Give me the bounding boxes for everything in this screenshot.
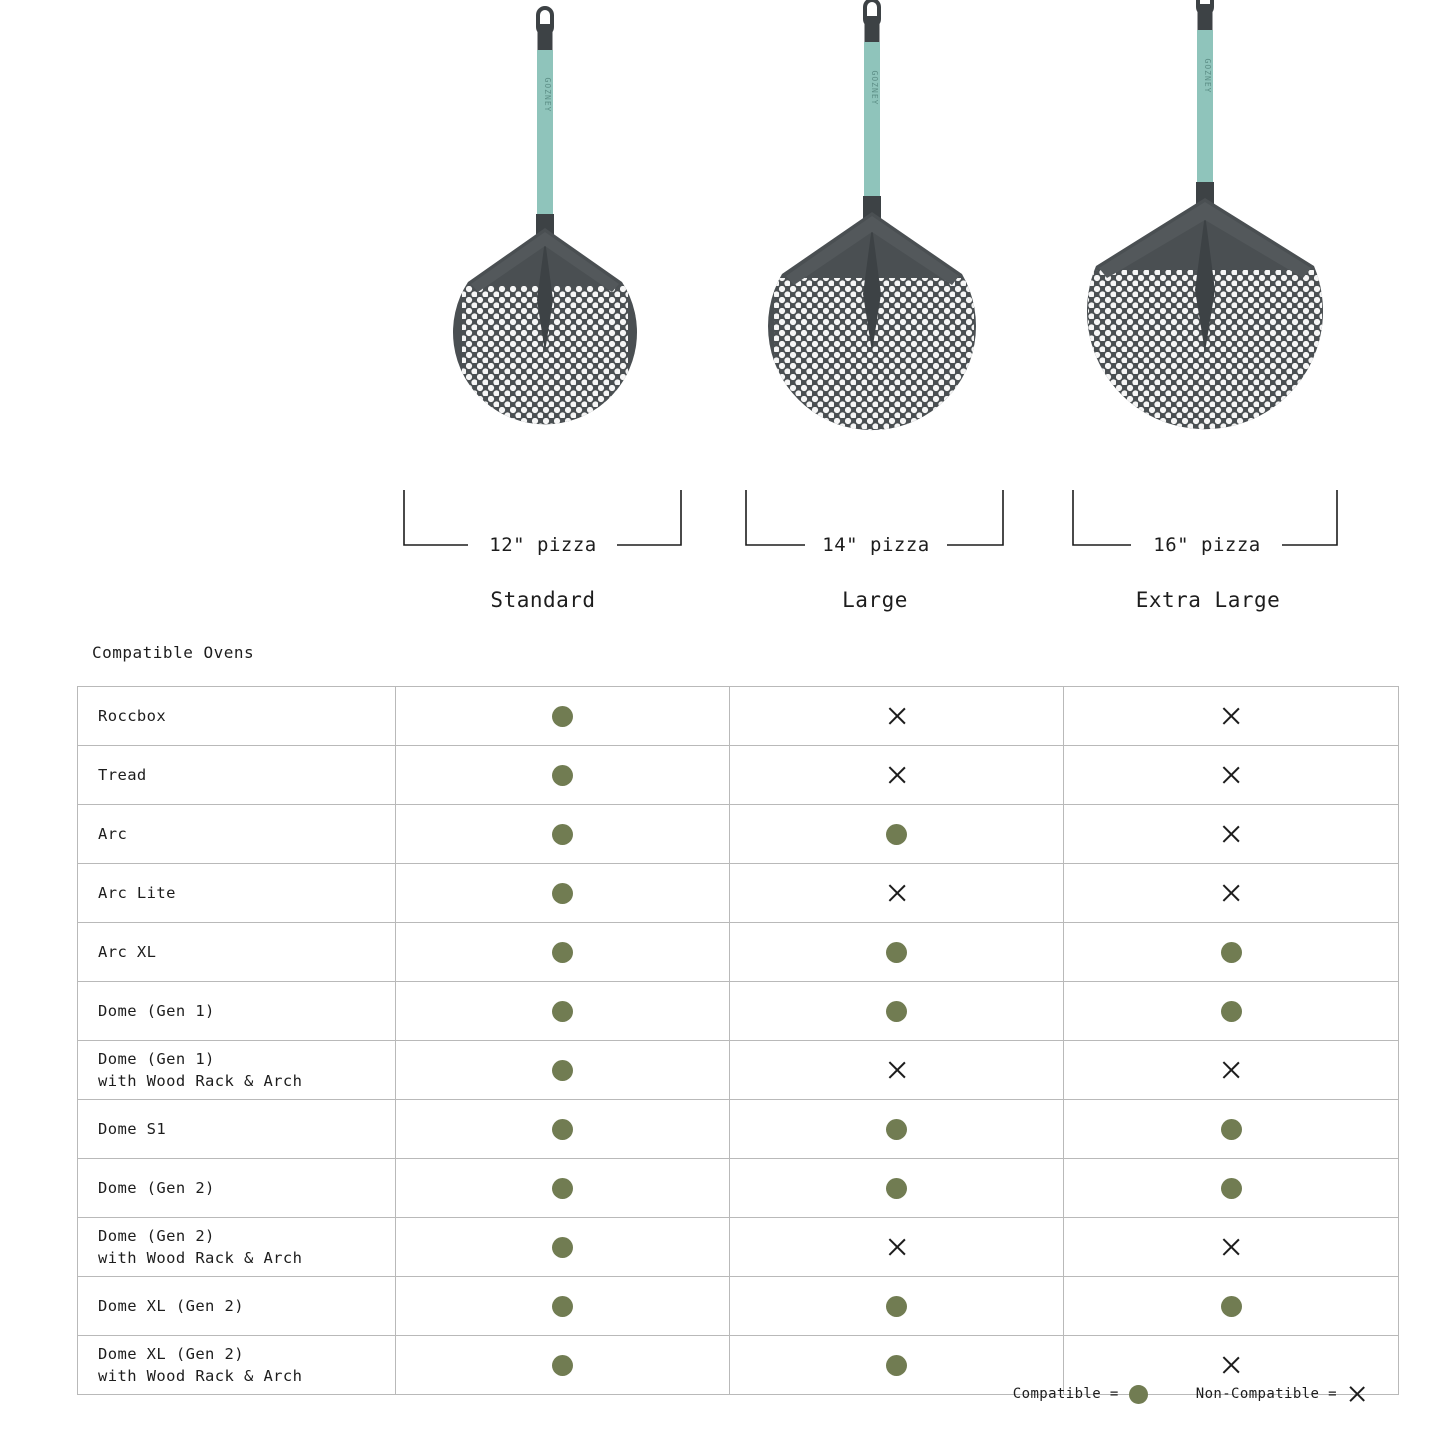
- oven-name-cell: [78, 1218, 396, 1277]
- non-compatible-cross-icon: [1220, 1354, 1242, 1376]
- non-compatible-cross-icon: [886, 764, 908, 786]
- table-row: [78, 1277, 1399, 1336]
- compatible-dot-icon: [886, 942, 907, 963]
- mark-cell-standard: [396, 1100, 730, 1159]
- oven-name: Dome (Gen 1): [98, 1049, 215, 1068]
- oven-name-detail: with Wood Rack & Arch: [98, 1367, 303, 1385]
- table-row: [78, 746, 1399, 805]
- compatible-dot-icon: [552, 942, 573, 963]
- compatibility-table: [77, 686, 1399, 1395]
- compatible-dot-icon: [1129, 1385, 1148, 1404]
- compatible-dot-icon: [886, 824, 907, 845]
- mark-cell-extra-large: [1064, 1100, 1399, 1159]
- oven-name: Roccbox: [98, 706, 167, 725]
- non-compatible-cross-icon: [886, 882, 908, 904]
- legend-non-compatible-label: Non-Compatible =: [1195, 1386, 1337, 1402]
- oven-name: Dome XL (Gen 2): [98, 1344, 244, 1363]
- oven-name: Dome (Gen 1): [98, 1001, 215, 1020]
- compatible-dot-icon: [886, 1001, 907, 1022]
- table-row: [78, 923, 1399, 982]
- product-illustrations: [0, 0, 1445, 630]
- legend-compatible-label: Compatible =: [1012, 1386, 1119, 1402]
- oven-name: Dome S1: [98, 1119, 167, 1138]
- mark-cell-large: [730, 982, 1064, 1041]
- compatible-dot-icon: [552, 1355, 573, 1376]
- mark-cell-standard: [396, 1218, 730, 1277]
- oven-name-cell: [78, 805, 396, 864]
- non-compatible-cross-icon: [1220, 764, 1242, 786]
- oven-name-detail: with Wood Rack & Arch: [98, 1249, 303, 1267]
- size-name-standard: Standard: [490, 588, 596, 612]
- mark-cell-standard: [396, 1277, 730, 1336]
- mark-cell-large: [730, 1041, 1064, 1100]
- compatible-dot-icon: [1221, 1178, 1242, 1199]
- mark-cell-standard: [396, 923, 730, 982]
- oven-name-cell: [78, 746, 396, 805]
- mark-cell-extra-large: [1064, 864, 1399, 923]
- mark-cell-standard: [396, 864, 730, 923]
- compatible-dot-icon: [552, 1237, 573, 1258]
- compatible-dot-icon: [886, 1119, 907, 1140]
- mark-cell-large: [730, 687, 1064, 746]
- table-body: [78, 687, 1399, 1395]
- mark-cell-extra-large: [1064, 982, 1399, 1041]
- mark-cell-extra-large: [1064, 1159, 1399, 1218]
- mark-cell-extra-large: [1064, 805, 1399, 864]
- oven-name: Arc Lite: [98, 883, 176, 902]
- mark-cell-large: [730, 864, 1064, 923]
- dimension-label-large: 14" pizza: [822, 534, 930, 556]
- table-row: [78, 805, 1399, 864]
- non-compatible-cross-icon: [886, 1236, 908, 1258]
- compatible-dot-icon: [1221, 1001, 1242, 1022]
- compatible-dot-icon: [886, 1296, 907, 1317]
- oven-name-cell: [78, 1277, 396, 1336]
- size-name-large: Large: [842, 588, 908, 612]
- table-row: [78, 1218, 1399, 1277]
- mark-cell-standard: [396, 982, 730, 1041]
- table-row: [78, 1100, 1399, 1159]
- table-row: [78, 982, 1399, 1041]
- oven-name-cell: [78, 1100, 396, 1159]
- oven-name: Dome (Gen 2): [98, 1178, 215, 1197]
- oven-name-cell: [78, 982, 396, 1041]
- oven-name: Dome (Gen 2): [98, 1226, 215, 1245]
- oven-name-cell: [78, 1336, 396, 1395]
- compatible-ovens-title: Compatible Ovens: [92, 643, 255, 662]
- dimension-label-standard: 12" pizza: [489, 534, 597, 556]
- compatible-dot-icon: [552, 1060, 573, 1081]
- svg-text:GOZNEY: GOZNEY: [543, 77, 552, 113]
- legend: [1013, 1384, 1367, 1404]
- compatible-dot-icon: [552, 883, 573, 904]
- non-compatible-cross-icon: [1220, 823, 1242, 845]
- mark-cell-large: [730, 1159, 1064, 1218]
- table-row: [78, 1041, 1399, 1100]
- dimension-label-extra-large: 16" pizza: [1153, 534, 1261, 556]
- non-compatible-cross-icon: [886, 705, 908, 727]
- compatible-dot-icon: [1221, 1296, 1242, 1317]
- table-row: [78, 1159, 1399, 1218]
- mark-cell-standard: [396, 1041, 730, 1100]
- oven-name-cell: [78, 1041, 396, 1100]
- compatible-dot-icon: [552, 1178, 573, 1199]
- table-row: [78, 864, 1399, 923]
- compatible-dot-icon: [552, 706, 573, 727]
- compatible-dot-icon: [552, 765, 573, 786]
- oven-name: Arc XL: [98, 942, 157, 961]
- compatible-dot-icon: [886, 1355, 907, 1376]
- oven-name: Arc: [98, 824, 128, 843]
- non-compatible-cross-icon: [1220, 1236, 1242, 1258]
- compatible-dot-icon: [552, 1119, 573, 1140]
- mark-cell-extra-large: [1064, 1218, 1399, 1277]
- oven-name-detail: with Wood Rack & Arch: [98, 1072, 303, 1090]
- oven-name: Tread: [98, 765, 147, 784]
- svg-text:GOZNEY: GOZNEY: [1203, 58, 1212, 94]
- size-name-extra-large: Extra Large: [1135, 588, 1281, 612]
- oven-name: Dome XL (Gen 2): [98, 1296, 244, 1315]
- table-row: [78, 687, 1399, 746]
- mark-cell-standard: [396, 805, 730, 864]
- mark-cell-large: [730, 805, 1064, 864]
- compatible-dot-icon: [886, 1178, 907, 1199]
- compatible-dot-icon: [1221, 942, 1242, 963]
- non-compatible-cross-icon: [1347, 1384, 1367, 1404]
- mark-cell-extra-large: [1064, 1041, 1399, 1100]
- mark-cell-large: [730, 923, 1064, 982]
- mark-cell-large: [730, 746, 1064, 805]
- non-compatible-cross-icon: [1220, 1059, 1242, 1081]
- mark-cell-large: [730, 1277, 1064, 1336]
- compatible-dot-icon: [552, 824, 573, 845]
- compatible-dot-icon: [552, 1001, 573, 1022]
- mark-cell-standard: [396, 687, 730, 746]
- oven-name-cell: [78, 1159, 396, 1218]
- mark-cell-large: [730, 1100, 1064, 1159]
- mark-cell-extra-large: [1064, 1277, 1399, 1336]
- non-compatible-cross-icon: [1220, 705, 1242, 727]
- oven-name-cell: [78, 687, 396, 746]
- compatible-dot-icon: [552, 1296, 573, 1317]
- oven-name-cell: [78, 923, 396, 982]
- mark-cell-extra-large: [1064, 746, 1399, 805]
- mark-cell-extra-large: [1064, 687, 1399, 746]
- oven-name-cell: [78, 864, 396, 923]
- mark-cell-standard: [396, 1159, 730, 1218]
- svg-text:GOZNEY: GOZNEY: [870, 70, 879, 106]
- mark-cell-extra-large: [1064, 923, 1399, 982]
- non-compatible-cross-icon: [1220, 882, 1242, 904]
- mark-cell-standard: [396, 1336, 730, 1395]
- mark-cell-large: [730, 1218, 1064, 1277]
- non-compatible-cross-icon: [886, 1059, 908, 1081]
- mark-cell-standard: [396, 746, 730, 805]
- compatible-dot-icon: [1221, 1119, 1242, 1140]
